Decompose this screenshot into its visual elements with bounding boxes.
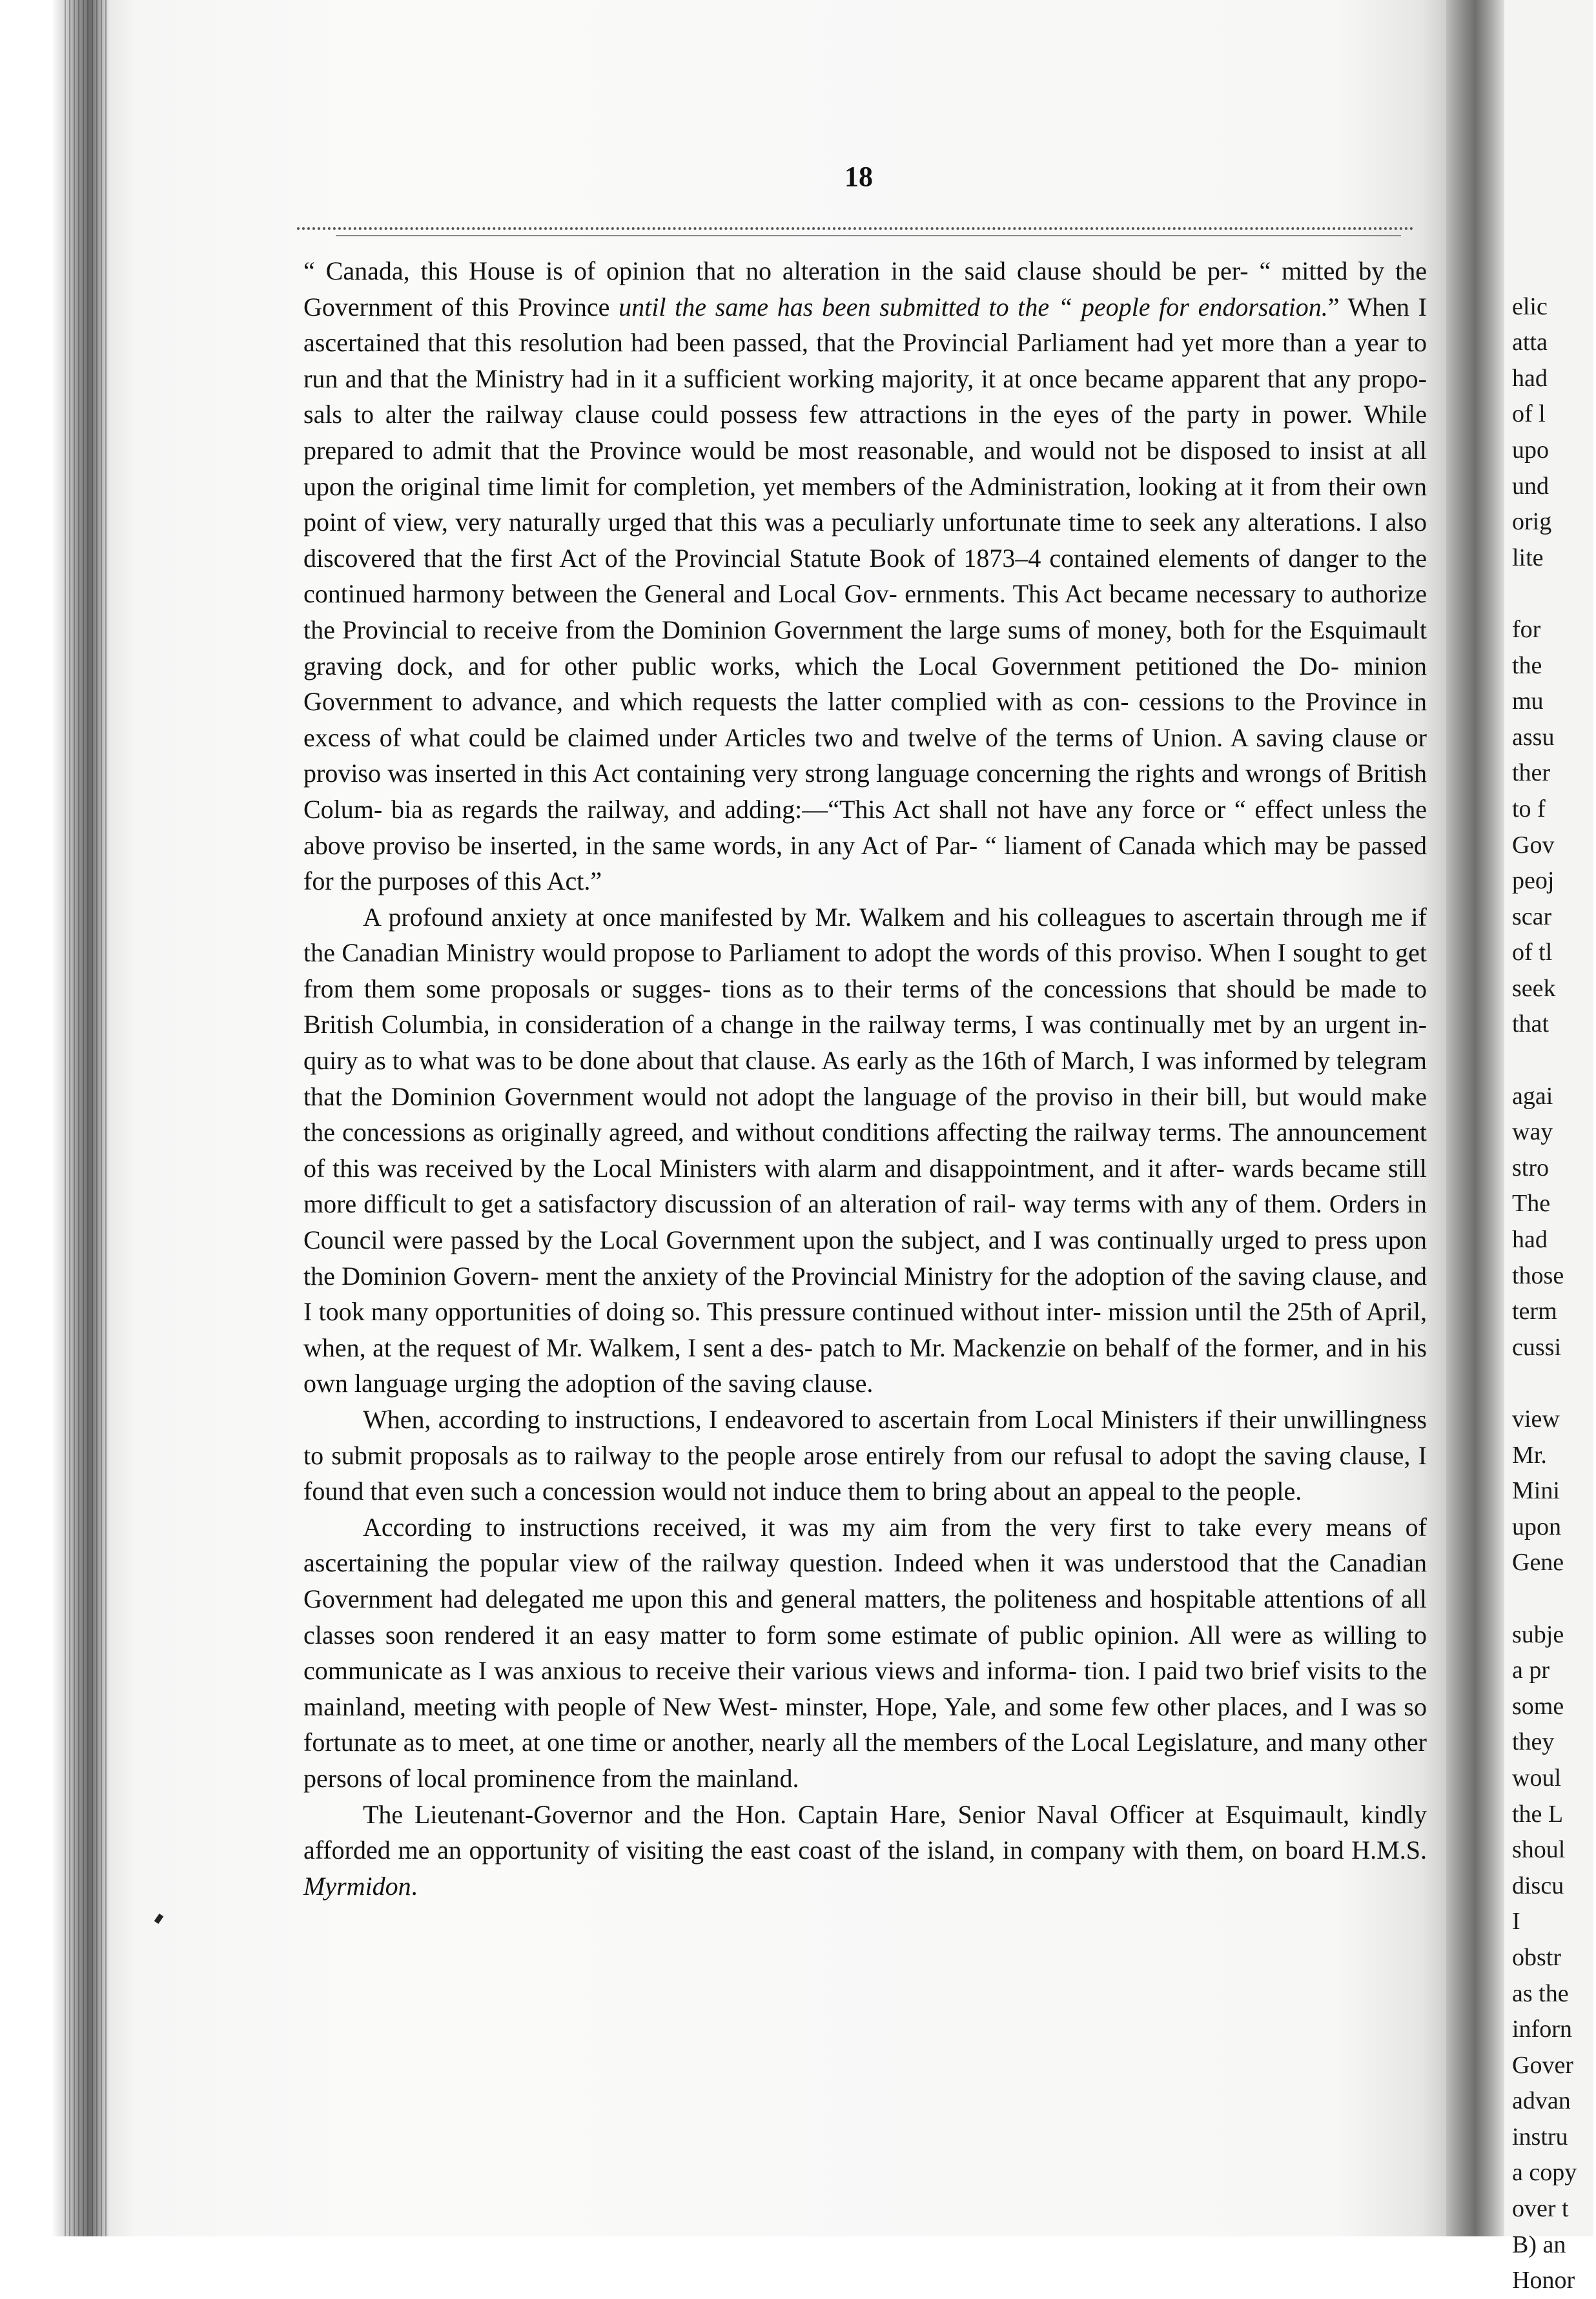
next-page-fragment: I (1512, 1908, 1520, 1936)
next-page-fragment: peoj (1512, 867, 1555, 895)
next-page-fragment (1512, 1365, 1596, 1402)
next-page-fragment: for (1512, 615, 1541, 643)
body-text (303, 253, 1427, 1904)
next-page-fragment: that (1512, 1010, 1549, 1038)
next-page-fragment: atta (1512, 329, 1548, 356)
next-page-fragment (1512, 1581, 1596, 1617)
italic-text: Myrmidon (303, 1871, 411, 1901)
text-segment: When, according to instructions, I endeavored to ascertain from Local Ministers if their unwillingness to submit proposals as to railway to the people arose entirely from our refusal to adopt the saving clause, I found that even such a concession would not induce them to bring about an appeal to the people. (303, 1405, 1427, 1506)
next-page-fragment: subje (1512, 1620, 1564, 1648)
next-page-fragment: they (1512, 1728, 1555, 1756)
next-page-fragment: had (1512, 364, 1548, 392)
next-page-fragment: Mini (1512, 1477, 1560, 1505)
next-page-fragment: the L (1512, 1800, 1564, 1828)
next-page-fragment: Gover (1512, 2051, 1573, 2079)
next-page-fragment: The (1512, 1190, 1551, 1218)
paragraph (303, 1797, 1427, 1905)
next-page-fragment: those (1512, 1262, 1564, 1289)
next-page-fragment (1512, 576, 1596, 612)
next-page-fragment: a pr (1512, 1657, 1550, 1684)
next-page-fragment: scar (1512, 903, 1552, 930)
text-segment: The Lieutenant-Governor and the Hon. Captain Hare, Senior Naval Officer at Esquimault, kindly afforded me an opportunity of visiting the east coast of the island, in company with them, on board H.M.S. (303, 1799, 1427, 1865)
next-page-fragment: woul (1512, 1764, 1561, 1792)
next-page-fragment: B) an (1512, 2231, 1566, 2258)
book-gutter (1446, 0, 1504, 2236)
next-page-fragment: had (1512, 1226, 1548, 1254)
text-segment: A profound anxiety at once manifested by Mr. Walkem and his colleagues to ascertain through me if the Canadian Ministry would propose to Parliament to adopt the words of this proviso. When I sought to get from them some proposals or sugges- tions as to their terms of the concessions that should be made to British Columbia, in consideration of a change in the railway terms, I was continually met by an urgent in- quiry as to what was to be done about that clause. As early as the 16th of March, I was informed by telegram that the Dominion Government would not adopt the language of the proviso in their bill, but would make the concessions as originally agreed, and without conditions affecting the railway terms. The announcement of this was received by the Local Ministers with alarm and disappointment, and it after- wards became still more difficult to get a satisfactory discussion of an alteration of rail- way terms with any of them. Orders in Council were passed by the Local Government upon the subject, and I was continually urged to press upon the Dominion Govern- ment the anxiety of the Provincial Ministry for the adoption of the saving clause, and I took many opportunities of doing so. This pressure continued without inter- mission until the 25th of April, when, at the request of Mr. Walkem, I sent a des- patch to Mr. Mackenzie on behalf of the former, and in his own language urging the adoption of the saving clause. (303, 902, 1427, 1398)
text-segment: According to instructions received, it was my aim from the very first to take every means of ascertaining the popular view of the railway question. Indeed when it was understood that the Canadian Government had delegated me upon this and general matters, the politeness and hospitable attentions of all classes soon rendered it an easy matter to form some estimate of public opinion. All were as willing to communicate as I was anxious to receive their various views and informa- tion. I paid two brief visits to the mainland, meeting with people of New West- minster, Hope, Yale, and some few other places, and I was so fortunate as to meet, at one time or another, nearly all the members of the Local Legislature, and many other persons of local prominence from the mainland. (303, 1512, 1427, 1793)
next-page-fragment: advan (1512, 2087, 1571, 2115)
italic-text: until the same has been submitted to the “ people for endorsation. (619, 292, 1328, 322)
text-segment: ” When I ascertained that this resolution had been passed, that the Provincial Parliament had yet more than a year to run and that the Ministry had in it a sufficient working majority, it at once became apparent that any propo- sals to alter the railway clause could possess few attractions in the eyes of the party in power. While prepared to admit that the Province would be most reasonable, and would not be disposed to insist at all upon the original time limit for completion, yet members of the Administration, looking at it from their own point of view, very naturally urged that this was a peculiarly unfortunate time to seek any alterations. I also discovered that the first Act of the Provincial Statute Book of 1873–4 contained elements of danger to the continued harmony between the General and Local Gov- ernments. This Act became necessary to authorize the Provincial to receive from the Dominion Government the large sums of money, both for the Esquimault graving dock, and for other public works, which the Local Government petitioned the Do- minion Government to advance, and which requests the latter complied with as con- cessions to the Province in excess of what could be claimed under Articles two and twelve of the terms of Union. A saving clause or proviso was inserted in this Act containing very strong language concerning the rights and wrongs of British Colum- bia as regards the railway, and adding:—“This Act shall not have any force or “ effect unless the above proviso be inserted, in the same words, in any Act of Par- “ liament of Canada which may be passed for the purposes of this Act.” (303, 292, 1427, 896)
header-rule (297, 227, 1414, 230)
next-page-fragment: ther (1512, 759, 1551, 787)
next-page-fragment: of tl (1512, 939, 1553, 966)
text-segment: “ Canada, this House is of opinion that no alteration in the said clause should be per- “ mitted by the Government of this Province (303, 256, 1427, 322)
next-page-fragment: orig (1512, 508, 1552, 536)
next-page-fragment: the (1512, 651, 1542, 679)
next-page-fragment: instru (1512, 2123, 1568, 2151)
header-rule-secondary (336, 235, 1401, 236)
next-page-fragment: of l (1512, 400, 1546, 428)
next-page-edge (1504, 0, 1593, 2294)
text-segment: . (411, 1871, 418, 1901)
paragraph (303, 1509, 1427, 1797)
next-page-fragment: und (1512, 472, 1549, 500)
next-page-fragment: over t (1512, 2195, 1569, 2223)
page-number: 18 (844, 161, 873, 192)
next-page-fragment: upo (1512, 436, 1549, 464)
next-page-fragment: Gene (1512, 1549, 1564, 1577)
next-page-fragment: lite (1512, 544, 1544, 571)
next-page-fragment: shoul (1512, 1836, 1566, 1864)
next-page-fragment: elic (1512, 292, 1548, 320)
next-page-text (1512, 253, 1596, 2299)
next-page-fragment: discu (1512, 1872, 1564, 1899)
next-page-fragment: Gov (1512, 831, 1555, 859)
next-page-fragment (1512, 253, 1596, 289)
paragraph (303, 899, 1427, 1402)
next-page-fragment: upon (1512, 1513, 1561, 1540)
paragraph (303, 1402, 1427, 1509)
next-page-fragment: view (1512, 1405, 1560, 1433)
next-page-fragment: Mr. (1512, 1441, 1547, 1469)
next-page-fragment: mu (1512, 688, 1544, 715)
next-page-fragment: a copy (1512, 2159, 1577, 2187)
next-page-fragment: way (1512, 1118, 1553, 1146)
book-edge (0, 0, 110, 2236)
next-page-fragment: inforn (1512, 2016, 1572, 2043)
next-page-fragment (1512, 1043, 1596, 1079)
next-page-fragment: cussi (1512, 1333, 1561, 1361)
next-page-fragment: as the (1512, 1979, 1569, 2007)
next-page-fragment: assu (1512, 723, 1555, 751)
next-page-fragment: to f (1512, 795, 1546, 823)
paragraph (303, 253, 1427, 899)
next-page-fragment: obstr (1512, 1943, 1561, 1971)
next-page-fragment: some (1512, 1692, 1564, 1720)
next-page-fragment: Honor (1512, 2267, 1575, 2294)
next-page-fragment: seek (1512, 974, 1556, 1002)
next-page-fragment: agai (1512, 1082, 1553, 1110)
next-page-fragment: stro (1512, 1154, 1549, 1181)
next-page-fragment: term (1512, 1298, 1557, 1325)
